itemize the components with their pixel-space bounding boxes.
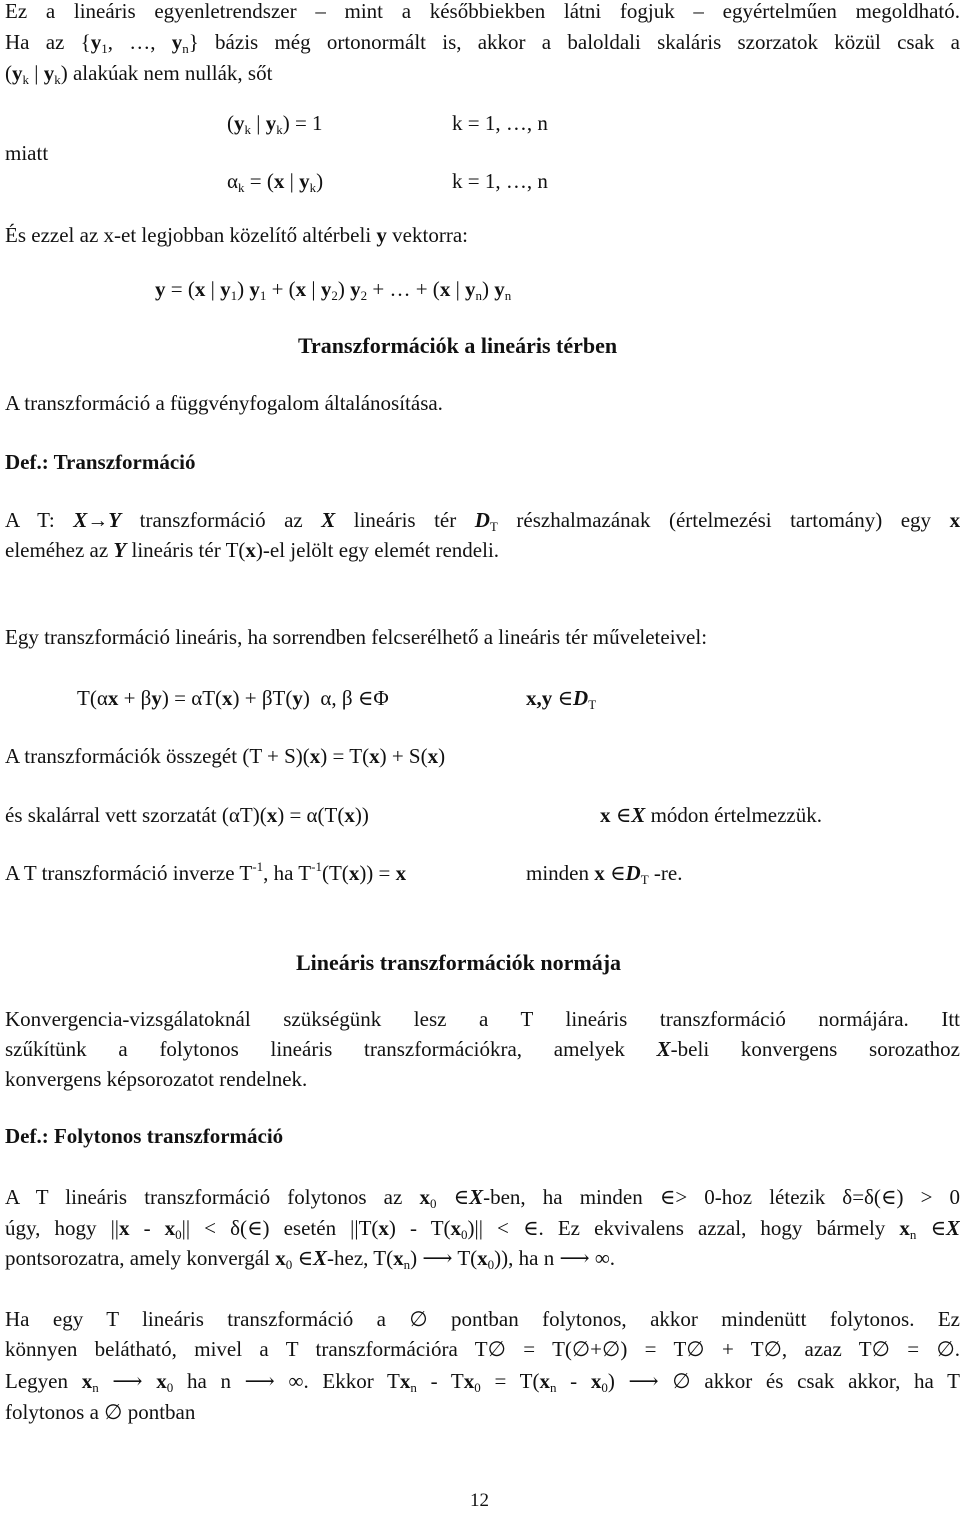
- continuity-line-4: folytonos a ∅ pontban: [5, 1400, 196, 1424]
- continuity-line-3: Legyen $x_n$ ⟶ $x_0$ ha n ⟶ ∞. Ekkor $Tx_n - Tx_0 = T(x_n - x_0)$ ⟶ ∅ akkor és csak akkor, ha T: [5, 1369, 960, 1395]
- def-transformation-line-1: A T: X→Y transzformáció az X lineáris tér $D_T$ részhalmazának (értelmezési tartomány) egy x: [5, 508, 960, 534]
- linearity-equation: T(αx + βy) = αT(x) + βT(y) α, β ∈Φ: [77, 686, 389, 710]
- projection-equation: y = (x | $y_1$) $y_1 + (x$ | $y_2$) $y_2$ + … + (x | $y_n$) $y_n$: [155, 277, 512, 303]
- def-continuous-title: Def.: Folytonos transzformáció: [5, 1124, 284, 1148]
- alpha-equation: $\alpha_k = (x$ | $y_k$): [227, 169, 324, 195]
- sum-definition: A transzformációk összegét (T + S)(x) = T(x) + S(x): [5, 744, 446, 768]
- def-transformation-title: Def.: Transzformáció: [5, 450, 196, 474]
- intro-line-3: ($y_k$ | $y_k$) alakúak nem nullák, sőt: [5, 61, 273, 87]
- def-continuous-line-3: pontsorozatra, amely konvergál $x_0$ ∈X-hez, $T(x_n)$ ⟶ $T(x_0)$), ha n ⟶ ∞.: [5, 1246, 616, 1272]
- intro-line-2: Ha az {$y_1$, …, $y_n$} bázis még ortonormált is, akkor a baloldali skaláris szorzatok közül csak a: [5, 30, 960, 56]
- range-1: k = 1, …, n: [452, 111, 548, 135]
- inverse-domain: minden x $\in D_T$ -re.: [526, 861, 683, 887]
- miatt-label: miatt: [5, 141, 49, 165]
- def-transformation-line-2: eleméhez az Y lineáris tér T(x)-el jelölt egy elemét rendeli.: [5, 538, 500, 562]
- scalar-definition: és skalárral vett szorzatát (αT)(x) = α(T(x)): [5, 803, 369, 827]
- range-2: k = 1, …, n: [452, 169, 548, 193]
- inverse-definition: A T transzformáció inverze $T^{-1}$, ha $T^{-1}(T(x)) = x$: [5, 859, 407, 885]
- scalar-domain: x ∈X módon értelmezzük.: [600, 803, 822, 827]
- closest-vector-text: És ezzel az x-et legjobban közelítő altérbeli y vektorra:: [5, 223, 468, 247]
- norm-equation: ($y_k$ | $y_k) = 1$: [227, 111, 323, 137]
- linearity-domain: x,y $\in D_T$: [526, 686, 597, 712]
- intro-line-1: Ez a lineáris egyenletrendszer – mint a későbbiekben látni fogjuk – egyértelműen megoldható.: [5, 0, 960, 23]
- convergence-line-3: konvergens képsorozatot rendelnek.: [5, 1067, 308, 1091]
- page-number: 12: [470, 1490, 489, 1511]
- def-continuous-line-2: úgy, hogy $||x - x_0||$ < δ(∈) esetén $||T(x) - T(x_0)||$ < ∈. Ez ekvivalens azzal, hogy bármely $x_n$ ∈X: [5, 1216, 960, 1242]
- section-title-norm: Lineáris transzformációk normája: [296, 950, 622, 975]
- convergence-line-2: szűkítünk a folytonos lineáris transzformációkra, amelyek X-beli konvergens sorozathoz: [5, 1037, 960, 1061]
- generalization-text: A transzformáció a függvényfogalom általánosítása.: [5, 391, 443, 415]
- section-title-transformations: Transzformációk a lineáris térben: [298, 333, 618, 358]
- continuity-line-2: könnyen belátható, mivel a T transzformációra T∅ = T(∅+∅) = T∅ + T∅, azaz T∅ = ∅.: [5, 1337, 960, 1361]
- def-continuous-line-1: A T lineáris transzformáció folytonos az $x_0$ ∈X-ben, ha minden ∈> 0-hoz létezik δ=δ(∈) > 0: [5, 1185, 960, 1211]
- convergence-line-1: Konvergencia-vizsgálatoknál szükségünk lesz a T lineáris transzformáció normájára. Itt: [5, 1007, 960, 1031]
- continuity-line-1: Ha egy T lineáris transzformáció a ∅ pontban folytonos, akkor mindenütt folytonos. Ez: [5, 1307, 960, 1331]
- linear-definition-text: Egy transzformáció lineáris, ha sorrendben felcserélhető a lineáris tér műveleteivel:: [5, 625, 708, 649]
